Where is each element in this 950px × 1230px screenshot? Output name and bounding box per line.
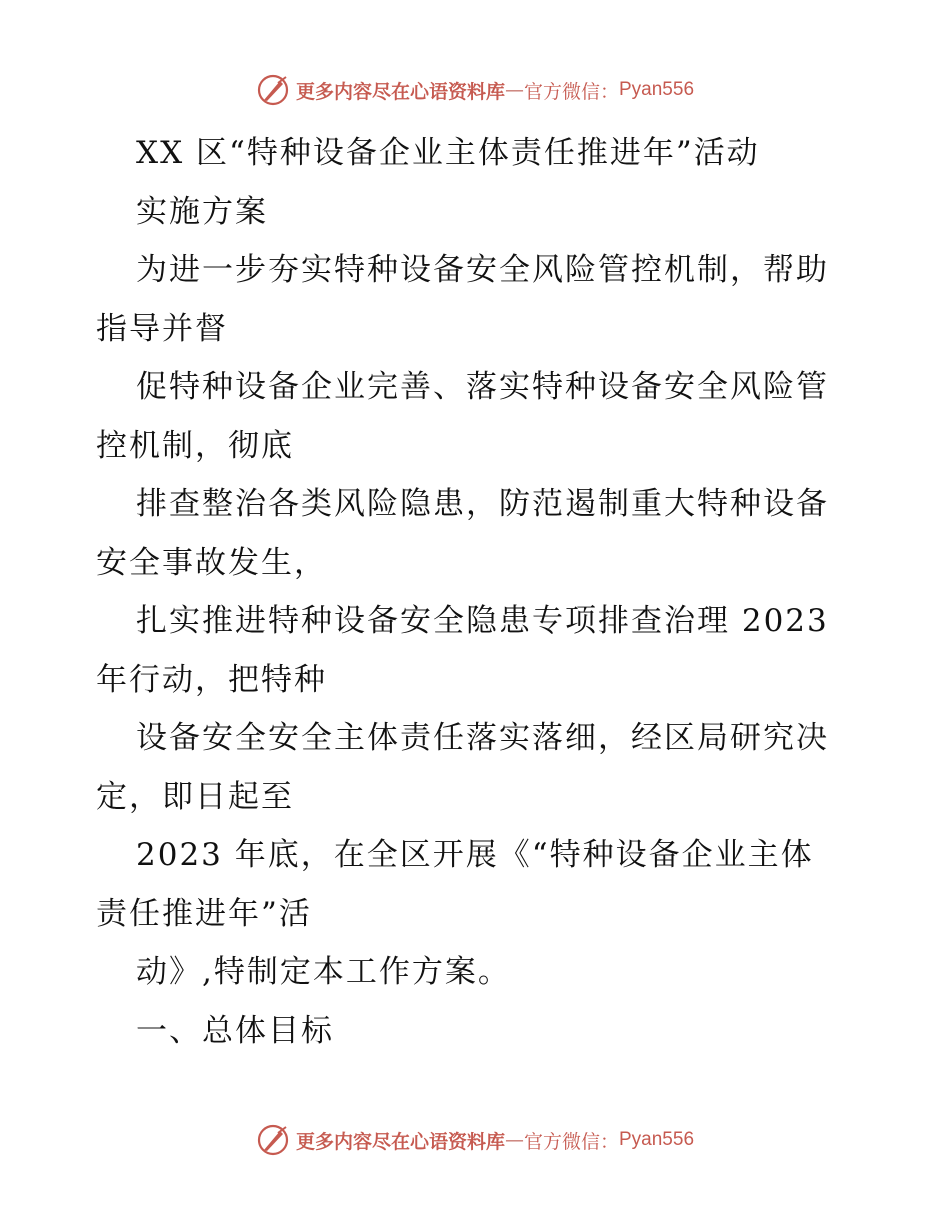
watermark-separator: — <box>504 79 524 101</box>
paragraph-line: 排查整治各类风险隐患，防范遏制重大特种设备 <box>136 486 829 522</box>
paragraph-line: 责任推进年”活 <box>96 895 312 932</box>
paragraph-line: 促特种设备企业完善、落实特种设备安全风险管 <box>136 369 829 405</box>
watermark-wechat-label: 官方微信： <box>523 1130 619 1153</box>
paragraph-line: 2023 年底，在全区开展《“特种设备企业主体 <box>136 837 814 873</box>
paragraph-line: 为进一步夯实特种设备安全风险管控机制，帮助 <box>136 252 829 288</box>
paragraph-line: 定，即日起至 <box>96 778 294 815</box>
doc-title-line-1: XX 区“特种设备企业主体责任推进年”活动 <box>136 135 760 171</box>
quill-pen-seal-icon <box>256 73 290 107</box>
paragraph-line: 扎实推进特种设备安全隐患专项排查治理 2023 <box>136 603 829 639</box>
paragraph-line: 指导并督 <box>96 310 228 347</box>
watermark-wechat-id: Pyan556 <box>619 79 695 100</box>
paragraph-line: 安全事故发生， <box>96 544 327 581</box>
watermark-wechat-id: Pyan556 <box>619 1129 695 1150</box>
watermark-main-text: 更多内容尽在心语资料库 <box>295 80 505 103</box>
header-watermark <box>0 70 950 110</box>
paragraph-line: 设备安全安全主体责任落实落细，经区局研究决 <box>136 720 829 756</box>
doc-title-line-2: 实施方案 <box>136 193 268 230</box>
paragraph-line: 年行动，把特种 <box>96 661 327 698</box>
watermark-separator: — <box>504 1129 524 1151</box>
paragraph-line: 动》,特制定本工作方案。 <box>136 954 511 990</box>
paragraph-line: 控机制，彻底 <box>96 427 294 464</box>
document-body <box>96 124 866 1060</box>
watermark-main-text: 更多内容尽在心语资料库 <box>295 1130 505 1153</box>
quill-pen-seal-icon <box>256 1123 290 1157</box>
section-heading: 一、总体目标 <box>136 1012 334 1049</box>
watermark-wechat-label: 官方微信： <box>523 80 619 103</box>
footer-watermark <box>0 1120 950 1160</box>
